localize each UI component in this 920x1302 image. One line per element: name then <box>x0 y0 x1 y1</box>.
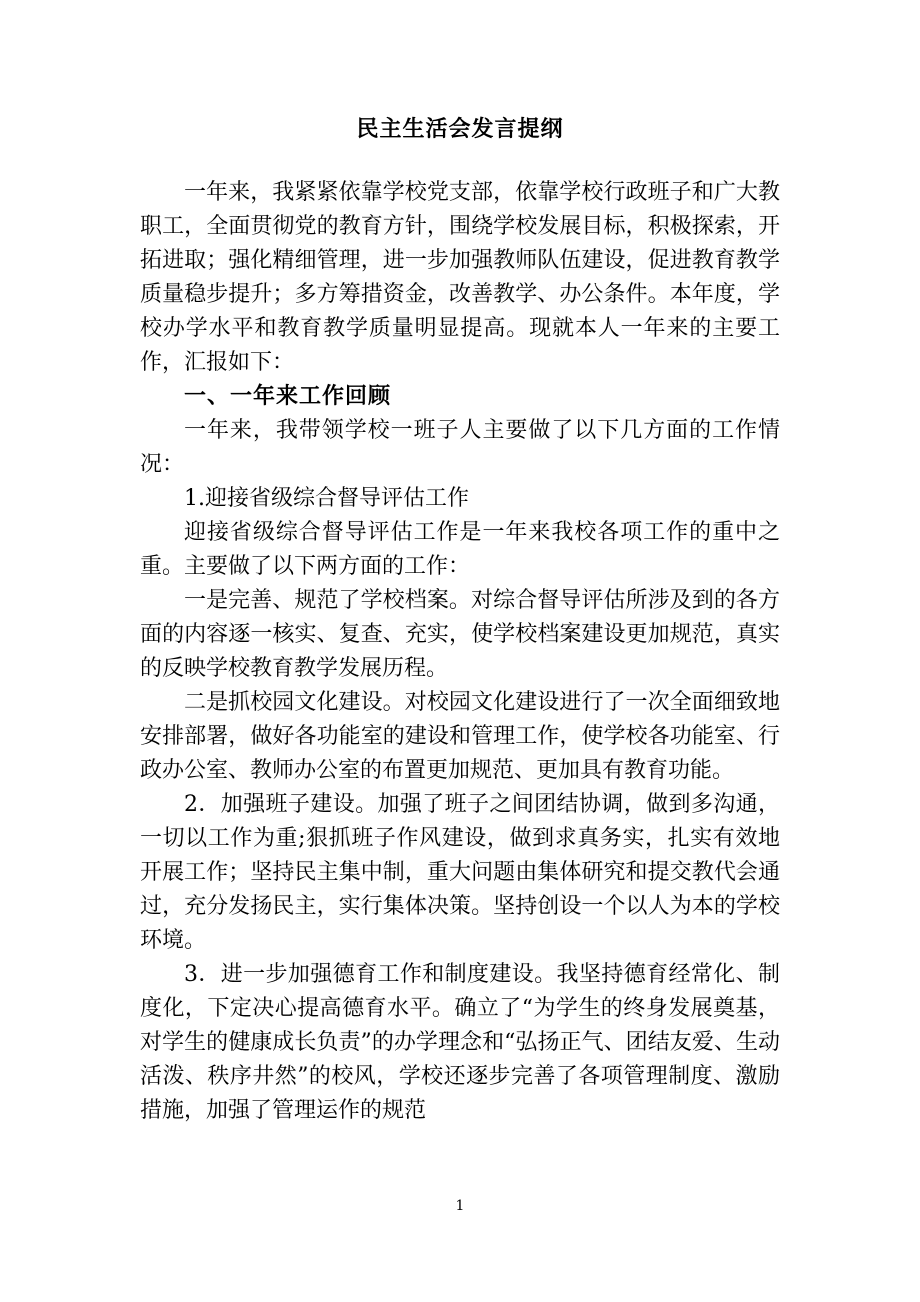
document-body <box>140 176 780 1128</box>
paragraph-intro: 一年来，我紧紧依靠学校党支部，依靠学校行政班子和广大教职工，全面贯彻党的教育方针，围绕学校发展目标，积极探索，开拓进取；强化精细管理，进一步加强教师队伍建设，促进教育教学质量稳步提升；多方筹措资金，改善教学、办公条件。本年度，学校办学水平和教育教学质量明显提高。现就本人一年来的主要工作，汇报如下： <box>140 180 780 375</box>
section-heading: 一、一年来工作回顾 <box>184 384 392 409</box>
subsection-heading: 1.迎接省级综合督导评估工作 <box>184 486 469 511</box>
paragraph: 迎接省级综合督导评估工作是一年来我校各项工作的重中之重。主要做了以下两方面的工作： <box>140 520 780 579</box>
document-title: 民主生活会发言提纲 <box>356 117 564 142</box>
page-number: 1 <box>455 1198 465 1214</box>
paragraph: 一年来，我带领学校一班子人主要做了以下几方面的工作情况： <box>140 418 780 477</box>
paragraph: 一是完善、规范了学校档案。对综合督导评估所涉及到的各方面的内容逐一核实、复查、充实，使学校档案建设更加规范，真实的反映学校教育教学发展历程。 <box>140 588 780 681</box>
paragraph: 2．加强班子建设。加强了班子之间团结协调，做到多沟通，一切以工作为重;狠抓班子作风建设，做到求真务实，扎实有效地开展工作；坚持民主集中制，重大问题由集体研究和提交教代会通过，充分发扬民主，实行集体决策。坚持创设一个以人为本的学校环境。 <box>140 792 780 953</box>
paragraph: 3．进一步加强德育工作和制度建设。我坚持德育经常化、制度化，下定决心提高德育水平。确立了“为学生的终身发展奠基，对学生的健康成长负责”的办学理念和“弘扬正气、团结友爱、生动活泼、秩序井然”的校风，学校还逐步完善了各项管理制度、激励措施，加强了管理运作的规范 <box>140 962 780 1123</box>
paragraph: 二是抓校园文化建设。对校园文化建设进行了一次全面细致地安排部署，做好各功能室的建设和管理工作，使学校各功能室、行政办公室、教师办公室的布置更加规范、更加具有教育功能。 <box>140 690 780 783</box>
